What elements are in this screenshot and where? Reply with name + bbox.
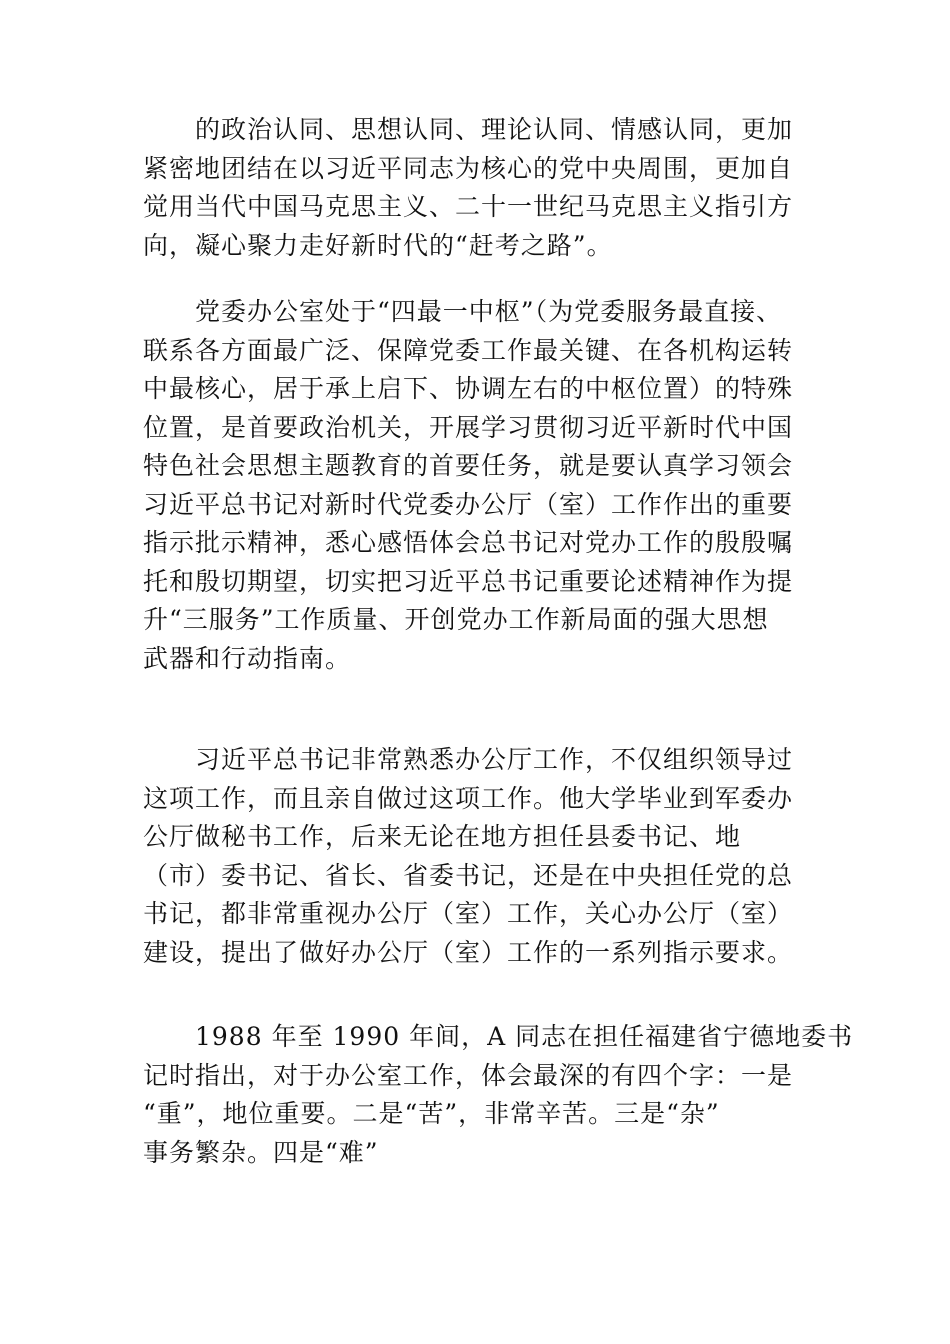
paragraph-line: 紧密地团结在以习近平同志为核心的党中央周围，更加自 xyxy=(143,153,794,183)
paragraph-3 xyxy=(143,741,808,972)
paragraph-line: “重”，地位重要。二是“苦”，非常辛苦。三是“杂” xyxy=(143,1099,720,1128)
paragraph-line: 升“三服务”工作质量、开创党办工作新局面的强大思想 xyxy=(143,605,769,634)
paragraph-line: 公厅做秘书工作，后来无论在地方担任县委书记、地 xyxy=(143,822,742,851)
paragraph-line: 托和殷切期望，切实把习近平总书记重要论述精神作为提 xyxy=(143,566,794,596)
paragraph-4 xyxy=(143,1018,854,1172)
paragraph-line: 觉用当代中国马克思主义、二十一世纪马克思主义指引方 xyxy=(143,192,794,221)
paragraph-line: 武器和行动指南。 xyxy=(143,643,352,673)
paragraph-line: 指示批示精神，悉心感悟体会总书记对党办工作的殷殷嘱 xyxy=(143,528,794,557)
paragraph-line: 的政治认同、思想认同、理论认同、情感认同，更加 xyxy=(195,115,794,144)
paragraph-line: 事务繁杂。四是“难” xyxy=(143,1137,379,1167)
paragraph-line: 记时指出，对于办公室工作，体会最深的有四个字：一是 xyxy=(143,1060,794,1090)
paragraph-line: 向，凝心聚力走好新时代的“赶考之路”。 xyxy=(143,230,613,260)
paragraph-line: 中最核心，居于承上启下、协调左右的中枢位置）的特殊 xyxy=(143,374,794,403)
paragraph-line: 特色社会思想主题教育的首要任务，就是要认真学习领会 xyxy=(143,451,794,480)
paragraph-line: 这项工作，而且亲自做过这项工作。他大学毕业到军委办 xyxy=(143,783,794,813)
paragraph-line: 位置，是首要政治机关，开展学习贯彻习近平新时代中国 xyxy=(143,412,794,442)
paragraph-line: 习近平总书记对新时代党委办公厅（室）工作作出的重要 xyxy=(143,489,794,519)
paragraph-line: 联系各方面最广泛、保障党委工作最关键、在各机构运转 xyxy=(143,335,794,365)
paragraph-line: 习近平总书记非常熟悉办公厅工作，不仅组织领导过 xyxy=(195,745,794,774)
paragraph-line: 1988 年至 1990 年间，A 同志在担任福建省宁德地委书 xyxy=(195,1022,854,1051)
paragraph-line: 书记，都非常重视办公厅（室）工作，关心办公厅（室） xyxy=(143,899,794,928)
paragraph-line: 建设，提出了做好办公厅（室）工作的一系列指示要求。 xyxy=(143,937,794,967)
paragraph-line: （市）委书记、省长、省委书记，还是在中央担任党的总 xyxy=(143,860,794,890)
paragraph-2 xyxy=(143,293,808,678)
paragraph-1 xyxy=(143,111,808,265)
paragraph-line: 党委办公室处于“四最一中枢”（为党委服务最直接、 xyxy=(195,297,783,326)
